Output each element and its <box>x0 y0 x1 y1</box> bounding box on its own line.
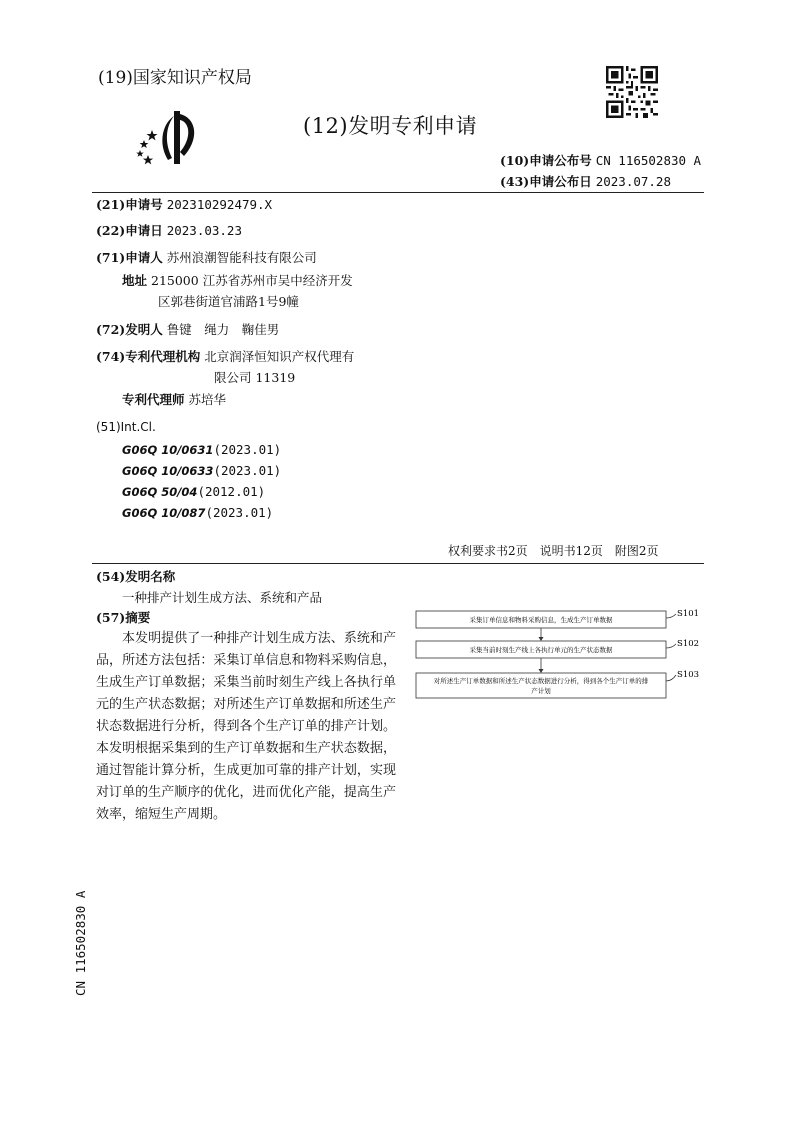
abstract-flowchart <box>410 606 710 706</box>
address-row <box>122 271 353 291</box>
agent: 苏培华 <box>188 392 227 407</box>
ipc-code: G06Q 50/04 <box>122 485 198 499</box>
invention-title-label <box>96 567 175 587</box>
agent-row <box>122 390 226 410</box>
int-cl-label: (51)Int.Cl. <box>96 420 156 434</box>
address-line-1: 215000 江苏省苏州市吴中经济开发 <box>151 273 353 288</box>
abstract-label <box>96 608 150 628</box>
ipc-entry <box>122 440 281 460</box>
flowchart-step-text: 产计划 <box>531 687 551 695</box>
address-label: 地址 <box>122 273 148 288</box>
agency-label: (74)专利代理机构 <box>96 349 201 364</box>
page-counts: 权利要求书2页 说明书12页 附图2页 <box>448 544 659 558</box>
inventors-label: (72)发明人 <box>96 322 163 337</box>
abstract-label-text: (57)摘要 <box>96 610 151 625</box>
address-line-2: 区郭巷街道官浦路1号9幢 <box>158 294 299 309</box>
publication-date-row <box>500 172 671 190</box>
ipc-code: G06Q 10/0633 <box>122 464 214 478</box>
application-number-label: (21)申请号 <box>96 197 163 212</box>
ipc-version: (2023.01) <box>205 505 274 520</box>
agency-line-2: 限公司 11319 <box>214 370 296 385</box>
application-number-row <box>96 195 272 215</box>
cnipa-logo-icon <box>130 108 206 170</box>
abstract-text: 本发明提供了一种排产计划生成方法、系统和产品，所述方法包括：采集订单信息和物料采购信息，生成生产订单数据；采集当前时刻生产线上各执行单元的生产状态数据；对所述生产订单数据和所述生产状态数据进行分析，得到各个生产订单的排产计划。本发明根据采集到的生产订单数据和生产状态数据，通过智能计算分析，生成更加可靠的排产计划，实现对订单的生产顺序的优化，进而优化产能，提高生产效率，缩短生产周期。 <box>96 631 396 822</box>
ipc-entry <box>122 503 273 523</box>
ipc-version: (2023.01) <box>213 463 282 478</box>
application-number: 202310292479.X <box>166 197 273 212</box>
flowchart-leader-1 <box>666 614 676 618</box>
publication-number-row <box>500 151 701 169</box>
application-date-label: (22)申请日 <box>96 223 163 238</box>
flowchart-step-label: S103 <box>677 670 700 680</box>
qr-code-icon <box>606 66 658 118</box>
flowchart-step-label: S102 <box>677 639 700 649</box>
publication-number-label: (10)申请公布号 <box>500 153 592 168</box>
section-divider <box>92 563 704 564</box>
document-title: (12)发明专利申请 <box>303 114 478 138</box>
application-date: 2023.03.23 <box>166 223 242 238</box>
flowchart-step-label: S101 <box>677 609 700 619</box>
ipc-entry <box>122 482 265 502</box>
agency-line-1: 北京润泽恒知识产权代理有 <box>204 349 355 364</box>
applicant: 苏州浪潮智能科技有限公司 <box>166 250 317 265</box>
invention-title: 一种排产计划生成方法、系统和产品 <box>122 590 323 605</box>
invention-title-label-text: (54)发明名称 <box>96 569 176 584</box>
inventors: 鲁键 绳力 鞠佳男 <box>166 322 280 337</box>
application-date-row <box>96 221 242 241</box>
inventors-row <box>96 320 279 340</box>
agent-label: 专利代理师 <box>122 392 185 407</box>
ipc-version: (2012.01) <box>197 484 266 499</box>
flowchart-step-text: 对所述生产订单数据和所述生产状态数据进行分析，得到各个生产订单的排 <box>433 677 649 685</box>
agency-row <box>96 347 354 367</box>
ipc-version: (2023.01) <box>213 442 282 457</box>
flowchart-step-text: 采集当前时刻生产线上各执行单元的生产状态数据 <box>469 646 613 654</box>
flowchart-leader-3 <box>666 675 676 681</box>
office-name: (19)国家知识产权局 <box>98 68 252 88</box>
publication-date-label: (43)申请公布日 <box>500 174 592 189</box>
flowchart-leader-2 <box>666 644 676 648</box>
publication-number: CN 116502830 A <box>595 153 702 168</box>
side-publication-number: CN 116502830 A <box>73 890 88 996</box>
ipc-entry <box>122 461 281 481</box>
ipc-code: G06Q 10/0631 <box>122 443 214 457</box>
flowchart-step-text: 采集订单信息和物料采购信息，生成生产订单数据 <box>469 616 613 624</box>
header-divider <box>92 192 704 193</box>
publication-date: 2023.07.28 <box>595 174 671 189</box>
applicant-label: (71)申请人 <box>96 250 163 265</box>
applicant-row <box>96 248 317 268</box>
ipc-code: G06Q 10/087 <box>122 506 206 520</box>
